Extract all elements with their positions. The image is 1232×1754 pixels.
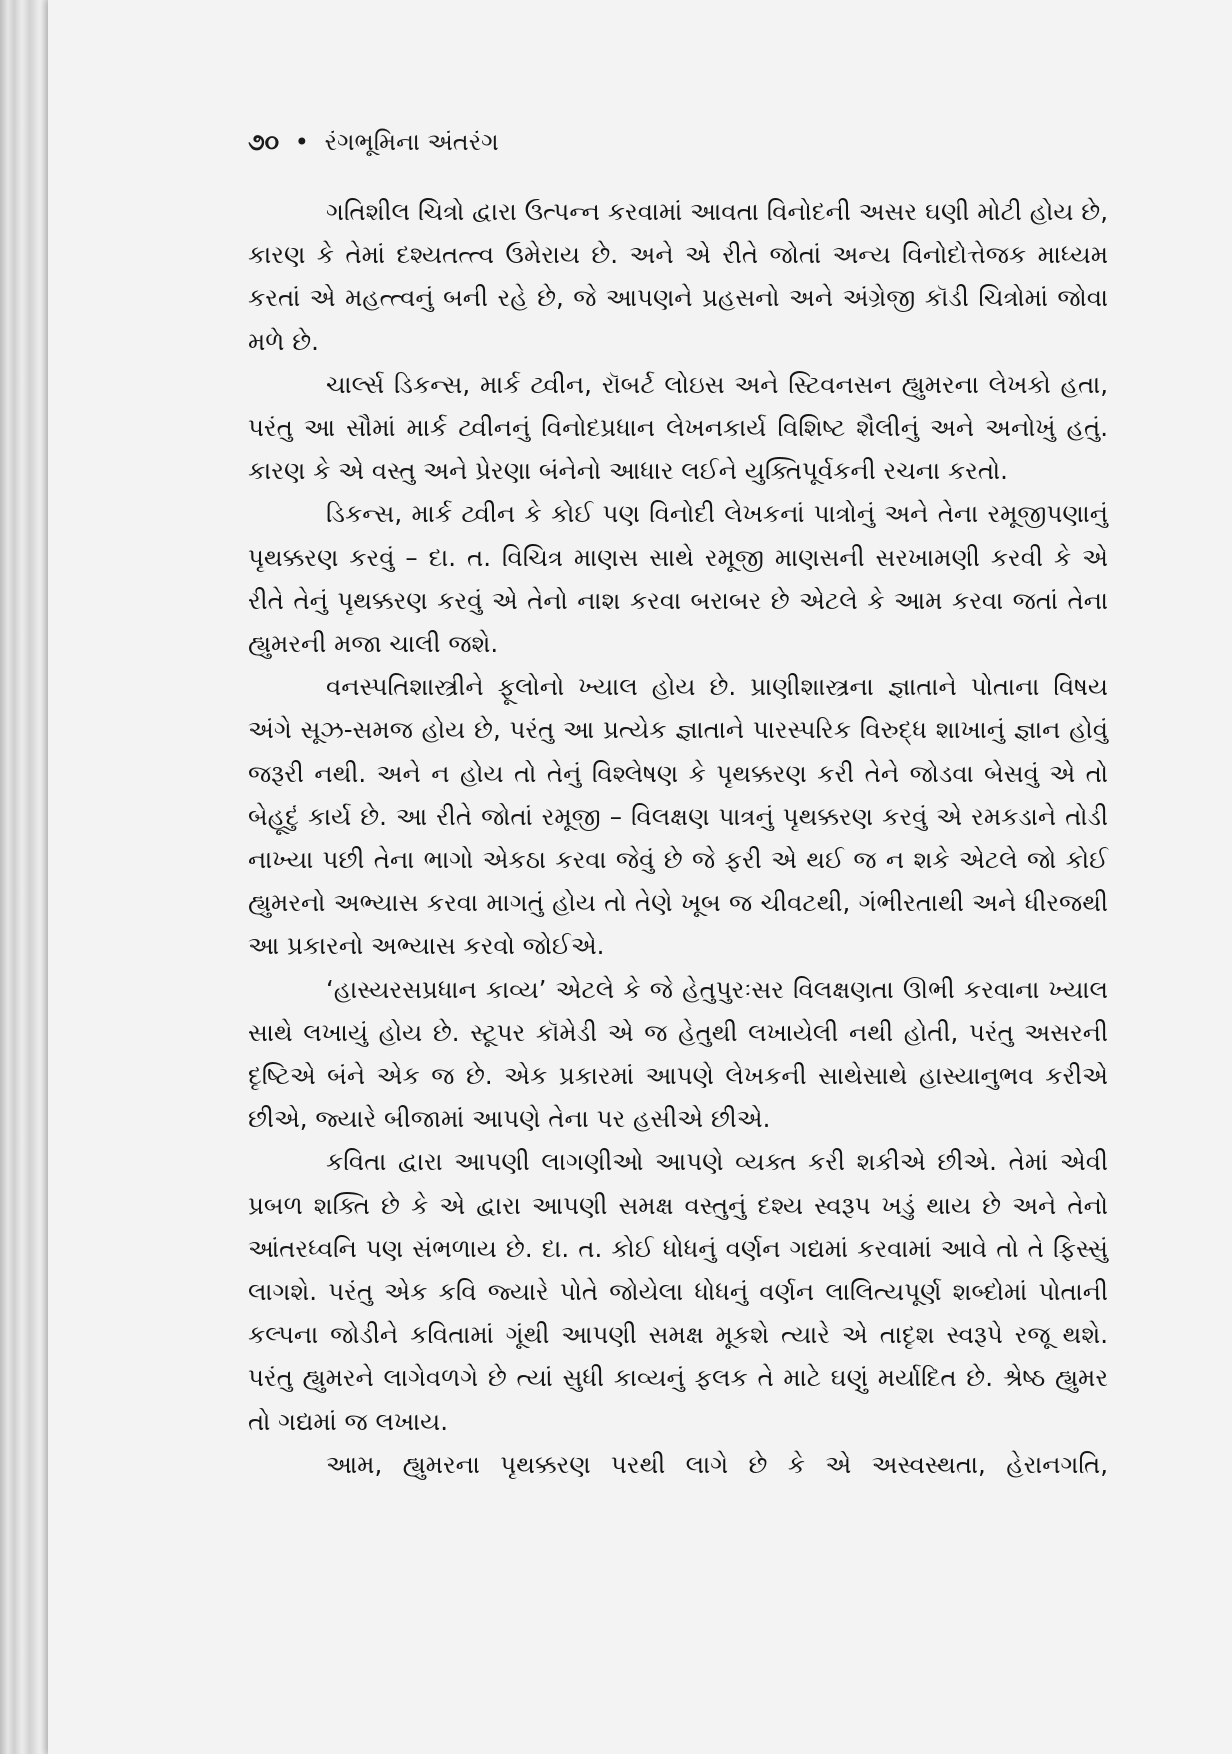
paragraph: કવિતા દ્વારા આપણી લાગણીઓ આપણે વ્યક્ત કરી શકીએ છીએ. તેમાં એવી પ્રબળ શક્તિ છે કે એ દ્વારા આપણી સમક્ષ વસ્તુનું દશ્ય સ્વરૂપ ખડું થાય છે અને તેનો આંતરધ્વનિ પણ સંભળાય છે. દા. ત. કોઈ ધોધનું વર્ણન ગદ્યમાં કરવામાં આવે તો તે ફિસ્સું લાગશે. પરંતુ એક કવિ જ્યારે પોતે જોયેલા ધોધનું વર્ણન લાલિત્યપૂર્ણ શબ્દોમાં પોતાની કલ્પના જોડીને કવિતામાં ગૂંથી આપણી સમક્ષ મૂકશે ત્યારે એ તાદૃશ સ્વરૂપે રજૂ થશે. પરંતુ હ્યુમરને લાગેવળગે છે ત્યાં સુધી કાવ્યનું ફલક તે માટે ઘણું મર્યાદિત છે. શ્રેષ્ઠ હ્યુમર તો ગદ્યમાં જ લખાય. bbox=[248, 1147, 1108, 1436]
header-bullet: • bbox=[294, 128, 309, 156]
page-number: ૭૦ bbox=[248, 128, 280, 156]
paragraph: ગતિશીલ ચિત્રો દ્વારા ઉત્પન્ન કરવામાં આવતા વિનોદની અસર ઘણી મોટી હોય છે, કારણ કે તેમાં દશ્યતત્ત્વ ઉમેરાય છે. અને એ રીતે જોતાં અન્ય વિનોદોત્તેજક માધ્યમ કરતાં એ મહત્ત્વનું બની રહે છે, જે આપણને પ્રહસનો અને અંગ્રેજી કૉડી ચિત્રોમાં જોવા મળે છે. bbox=[248, 197, 1108, 356]
book-page bbox=[48, 0, 1232, 1754]
paragraph: ‘હાસ્યરસપ્રધાન કાવ્ય’ એટલે કે જે હેતુપુરઃસર વિલક્ષણતા ઊભી કરવાના ખ્યાલ સાથે લખાયું હોય છે. સ્ટૂપર કૉમેડી એ જ હેતુથી લખાયેલી નથી હોતી, પરંતુ અસરની દૃષ્ટિએ બંને એક જ છે. એક પ્રકારમાં આપણે લેખકની સાથેસાથે હાસ્યાનુભવ કરીએ છીએ, જ્યારે બીજામાં આપણે તેના પર હસીએ છીએ. bbox=[248, 974, 1108, 1134]
body-text bbox=[248, 190, 1108, 1486]
paragraph: આમ, હ્યુમરના પૃથક્કરણ પરથી લાગે છે કે એ અસ્વસ્થતા, હેરાનગતિ, bbox=[326, 1449, 1108, 1479]
paragraph: વનસ્પતિશાસ્ત્રીને ફૂલોનો ખ્યાલ હોય છે. પ્રાણીશાસ્ત્રના જ્ઞાતાને પોતાના વિષય અંગે સૂઝ-સમજ હોય છે, પરંતુ આ પ્રત્યેક જ્ઞાતાને પારસ્પરિક વિરુદ્ધ શાખાનું જ્ઞાન હોવું જરૂરી નથી. અને ન હોય તો તેનું વિશ્લેષણ કે પૃથક્કરણ કરી તેને જોડવા બેસવું એ તો બેહૂદું કાર્ય છે. આ રીતે જોતાં રમૂજી – વિલક્ષણ પાત્રનું પૃથક્કરણ કરવું એ રમકડાને તોડી નાખ્યા પછી તેના ભાગો એકઠા કરવા જેવું છે જે ફરી એ થઈ જ ન શકે એટલે જો કોઈ હ્યુમરનો અભ્યાસ કરવા માગતું હોય તો તેણે ખૂબ જ ચીવટથી, ગંભીરતાથી અને ધીરજથી આ પ્રકારનો અભ્યાસ કરવો જોઈએ. bbox=[248, 672, 1108, 961]
running-header bbox=[248, 128, 499, 156]
paragraph: ચાર્લ્સ ડિકન્સ, માર્ક ટ્વીન, રૉબર્ટ લોઇસ અને સ્ટિવનસન હ્યુમરના લેખકો હતા, પરંતુ આ સૌમાં માર્ક ટ્વીનનું વિનોદપ્રધાન લેખનકાર્ય વિશિષ્ટ શૈલીનું અને અનોખું હતું. કારણ કે એ વસ્તુ અને પ્રેરણા બંનેનો આધાર લઈને યુક્તિપૂર્વકની રચના કરતો. bbox=[248, 369, 1108, 486]
paragraph: ડિકન્સ, માર્ક ટ્વીન કે કોઈ પણ વિનોદી લેખકનાં પાત્રોનું અને તેના રમૂજીપણાનું પૃથક્કરણ કરવું – દા. ત. વિચિત્ર માણસ સાથે રમૂજી માણસની સરખામણી કરવી કે એ રીતે તેનું પૃથક્કરણ કરવું એ તેનો નાશ કરવા બરાબર છે એટલે કે આમ કરવા જતાં તેના હ્યુમરની મજા ચાલી જશે. bbox=[248, 499, 1108, 659]
book-title: રંગભૂમિના અંતરંગ bbox=[324, 128, 499, 156]
